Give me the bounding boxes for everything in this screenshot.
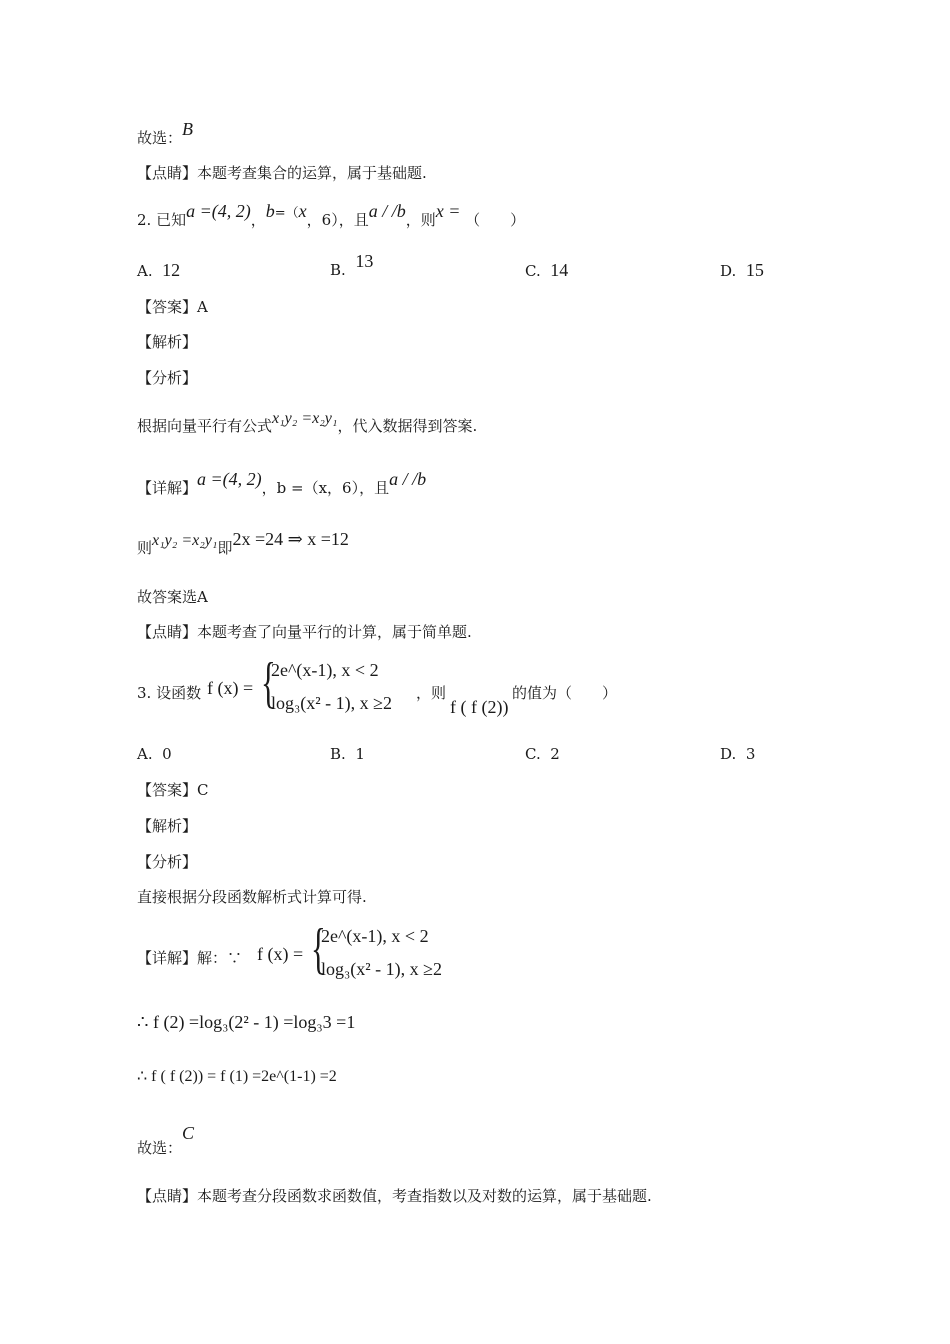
q2-option-a <box>137 260 180 281</box>
var-x: x <box>298 201 307 221</box>
option-value: 3 <box>745 745 756 763</box>
answer-value: C <box>197 781 209 799</box>
fenxi-text-a: 根据向量平行有公式 <box>137 417 273 435</box>
answer-tag: 【答案】 <box>137 298 198 316</box>
option-value: 14 <box>550 260 569 280</box>
q2-fenxi-text <box>137 410 478 437</box>
parallel-formula: x₁y₂ =x₂y₁ <box>152 532 218 549</box>
ji-word: 即 <box>217 539 233 557</box>
q3-option-c <box>525 745 560 763</box>
q2-option-c <box>525 260 568 281</box>
option-label: D. <box>720 262 737 280</box>
q2-answer <box>137 297 208 317</box>
q3-option-d <box>720 745 755 763</box>
option-label: A. <box>137 262 153 280</box>
then-word: ，则 <box>405 211 436 229</box>
conclusion-answer: C <box>182 1123 195 1143</box>
detail-tag: 【详解】 <box>137 479 198 497</box>
answer-value: A <box>197 298 208 316</box>
answer-tag: 【答案】 <box>137 781 198 799</box>
comma: ， <box>250 211 266 229</box>
q3-conclusion <box>137 1123 195 1158</box>
option-label: D. <box>720 745 737 763</box>
fenxi-text-b: ，代入数据得到答案. <box>337 417 478 435</box>
q3-analysis-heading: 【解析】 <box>137 817 198 835</box>
q3-detail-case-2: log₃(x² - 1), x ≥2 <box>321 959 443 979</box>
q3-then: ，则 <box>416 684 447 702</box>
q3-fx: f (x) = <box>207 678 254 698</box>
vector-b-text: ，b =（x，6），且 <box>261 479 390 497</box>
option-value: 13 <box>355 251 374 271</box>
result-formula: 2x =24 ⇒ x =12 <box>232 529 349 549</box>
q3-detail-tag <box>137 948 242 968</box>
remark-tag: 【点睛】 <box>137 1187 198 1205</box>
left-brace-2: { <box>311 918 326 980</box>
conclusion-label: 故选： <box>137 1139 183 1157</box>
detail-tag: 【详解】 <box>137 949 198 967</box>
q3-answer <box>137 780 209 800</box>
option-label: C. <box>525 262 541 280</box>
remark-tag: 【点睛】 <box>137 164 198 182</box>
q2-option-d <box>720 260 764 281</box>
option-value: 12 <box>162 260 181 280</box>
q2-fenxi-heading: 【分析】 <box>137 369 198 387</box>
parallel-condition: a / /b <box>368 201 406 221</box>
q3-option-a <box>137 745 172 763</box>
vector-a: a =(4, 2) <box>186 201 251 221</box>
option-value: 2 <box>550 745 560 763</box>
q3-remark <box>137 1186 652 1206</box>
remark-text: 本题考查了向量平行的计算，属于简单题. <box>197 623 472 641</box>
vector-b-open: =（ <box>274 206 299 221</box>
q3-detail-fx: f (x) = <box>257 944 304 964</box>
option-label: B. <box>330 261 346 279</box>
q3-fenxi-text: 直接根据分段函数解析式计算可得. <box>137 888 367 906</box>
q3-detail-case-1: 2e^(x-1), x < 2 <box>321 926 429 946</box>
option-value: 0 <box>162 745 172 763</box>
remark-text: 本题考查分段函数求函数值，考查指数以及对数的运算，属于基础题. <box>197 1187 652 1205</box>
q3-case-2: log₃(x² - 1), x ≥2 <box>271 693 393 713</box>
option-value: 15 <box>745 260 764 280</box>
q2-analysis-heading: 【解析】 <box>137 333 198 351</box>
remark-text: 本题考查集合的运算，属于基础题. <box>197 164 427 182</box>
conclusion-line-1 <box>137 119 194 148</box>
q3-fenxi-heading: 【分析】 <box>137 853 198 871</box>
q2-derivation <box>137 529 349 559</box>
q2-conclusion: 故答案选A <box>137 588 208 606</box>
then-word: 则 <box>137 539 153 557</box>
vector-b: b <box>265 201 275 221</box>
q3-step-1: ∴ f (2) =log₃(2² - 1) =log₃3 =1 <box>137 1012 356 1032</box>
question-3-number: 3. 设函数 <box>137 684 202 702</box>
question-2-number: 2. 已知 <box>137 211 187 229</box>
question-2-stem <box>137 201 526 232</box>
q2-option-b <box>330 251 374 280</box>
x-equals: x = <box>435 201 461 221</box>
q3-tail: 的值为（ ） <box>512 684 618 702</box>
remark-tag: 【点睛】 <box>137 623 198 641</box>
conclusion-label: 故选： <box>137 129 183 147</box>
q3-option-b <box>330 745 365 763</box>
detail-jie: 解：∵ <box>197 949 243 967</box>
option-label: B. <box>330 745 346 763</box>
option-value: 1 <box>355 745 365 763</box>
q3-case-1: 2e^(x-1), x < 2 <box>271 660 379 680</box>
remark-line-1 <box>137 163 427 183</box>
vector-a: a =(4, 2) <box>197 469 262 489</box>
parallel-formula: x₁y₂ =x₂y₁ <box>272 410 338 427</box>
q3-ffx: f ( f (2)) <box>450 697 509 717</box>
conclusion-answer: B <box>182 119 194 139</box>
parallel-condition: a / /b <box>389 469 427 489</box>
left-brace: { <box>261 652 276 714</box>
answer-blank: （ ） <box>465 211 526 229</box>
vector-b-close: ，6），且 <box>306 211 369 229</box>
option-label: C. <box>525 745 541 763</box>
option-label: A. <box>137 745 153 763</box>
q2-detail <box>137 469 427 498</box>
q2-remark <box>137 622 472 642</box>
q3-step-2: ∴ f ( f (2)) = f (1) =2e^(1-1) =2 <box>137 1068 337 1085</box>
